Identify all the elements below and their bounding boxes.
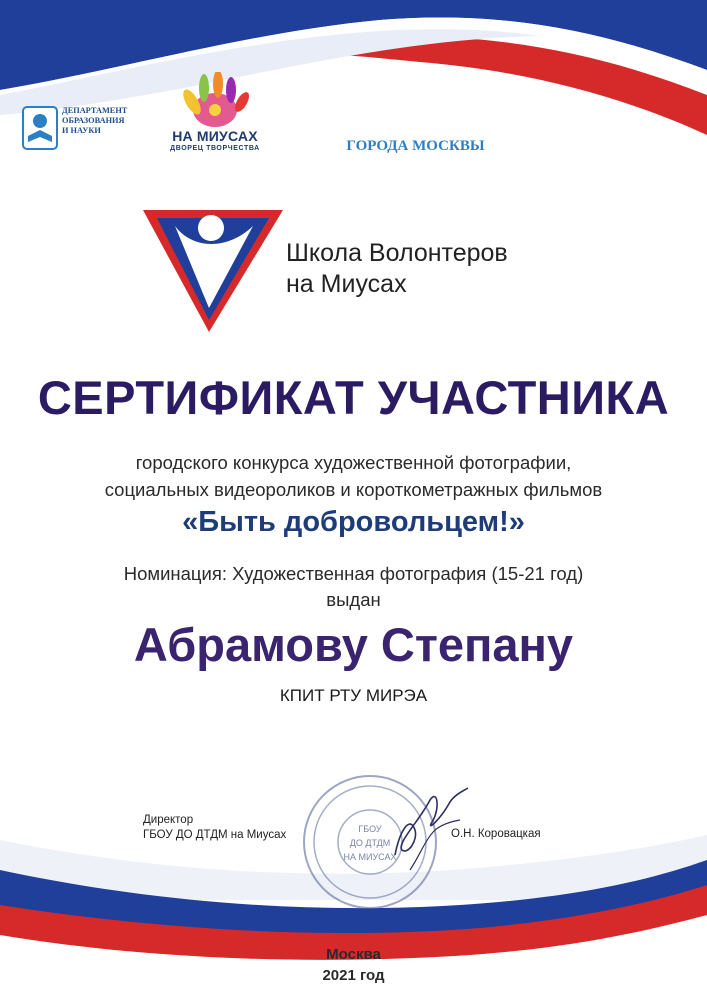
svg-text:НА МИУСАХ: НА МИУСАХ — [343, 852, 397, 862]
description-line-2: социальных видеороликов и короткометражных фильмов — [104, 479, 603, 500]
certificate-title: СЕРТИФИКАТ УЧАСТНИКА — [37, 371, 670, 424]
contest-name: «Быть добровольцем!» — [182, 506, 525, 538]
footer-year: 2021 год — [322, 967, 385, 984]
volunteer-school-title: Школа Волонтеров на Миусах — [286, 239, 508, 298]
volunteer-school-emblem-icon — [143, 210, 283, 335]
svg-text:ГБОУ: ГБОУ — [358, 824, 382, 834]
miusah-logo-title: НА МИУСАХ — [172, 128, 258, 144]
nomination: Номинация: Художественная фотография (15-21 год) — [123, 563, 584, 584]
footer-location — [0, 944, 707, 986]
department-emblem-icon — [22, 106, 58, 150]
recipient-name: Абрамову Степану — [133, 618, 574, 671]
issued-label: выдан — [326, 589, 381, 610]
signer-position: Директор ГБОУ ДО ДТДМ на Миусах — [143, 814, 287, 841]
miusah-palace-logo — [160, 72, 270, 162]
department-name: ДЕПАРТАМЕНТ ОБРАЗОВАНИЯ И НАУКИ ГОРОДА МОСКВЫ — [62, 106, 485, 154]
svg-text:ДО ДТДМ: ДО ДТДМ — [349, 838, 391, 848]
recipient-organization: КПИТ РТУ МИРЭА — [279, 686, 428, 705]
miusah-logo-subtitle: ДВОРЕЦ ТВОРЧЕСТВА — [170, 145, 260, 152]
description-line-1: городского конкурса художественной фотографии, — [135, 452, 572, 473]
signer-name: О.Н. Коровацкая — [451, 828, 541, 840]
official-stamp — [290, 760, 470, 920]
colorful-hand-icon — [170, 72, 260, 130]
handwritten-signature — [395, 788, 468, 855]
footer-city: Москва — [326, 946, 381, 963]
